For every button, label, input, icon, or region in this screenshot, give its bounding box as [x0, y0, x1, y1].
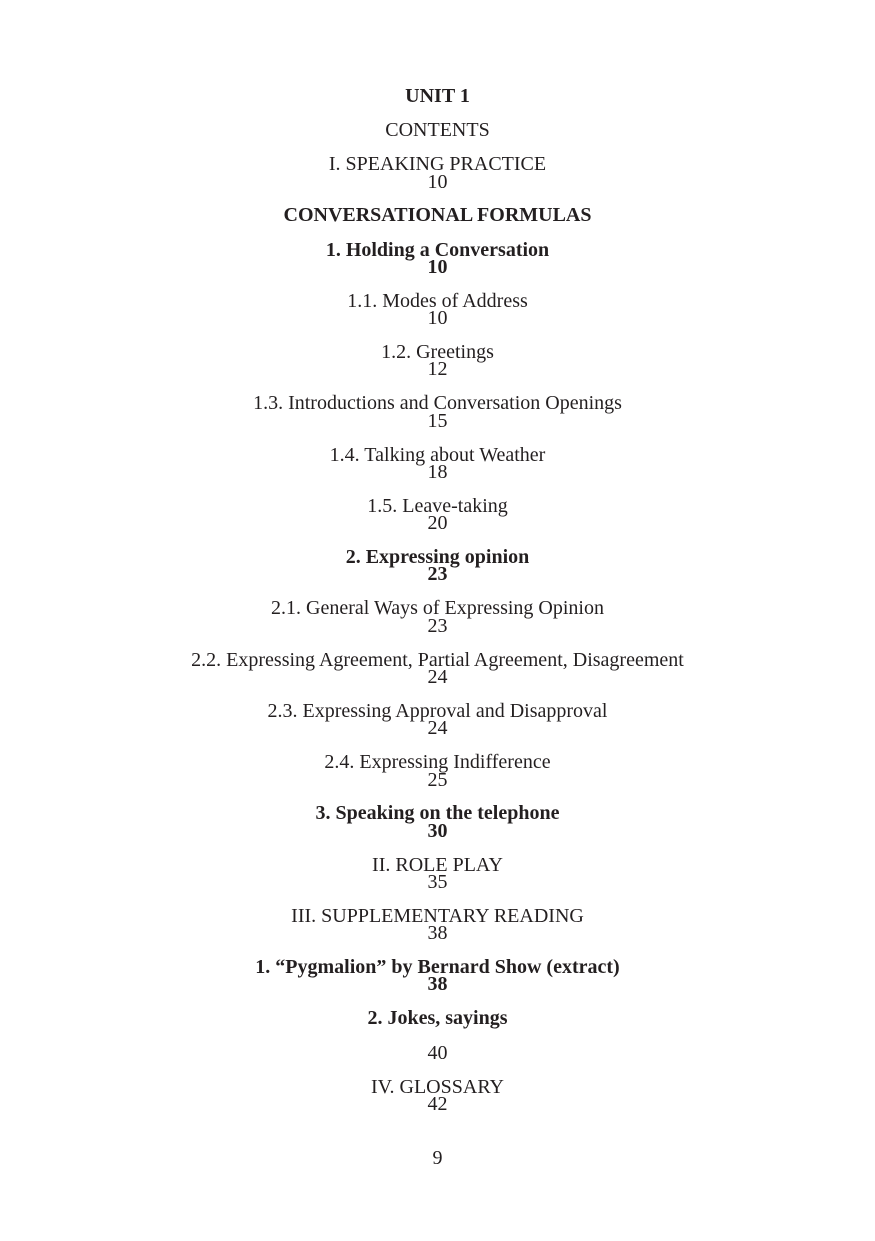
- toc-entry-page: 23: [427, 615, 448, 637]
- toc-entry-title[interactable]: 1.4. Talking about Weather: [329, 444, 546, 466]
- toc-entry-title[interactable]: III. SUPPLEMENTARY READING: [291, 905, 584, 927]
- toc-entry-page: 30: [427, 820, 448, 842]
- toc-entry-page: 12: [427, 358, 448, 380]
- toc-entry-page: 24: [427, 666, 448, 688]
- toc-section-heading: CONVERSATIONAL FORMULAS: [283, 204, 592, 226]
- toc-entry-page: 40: [427, 1042, 448, 1064]
- page-number: 9: [432, 1147, 443, 1169]
- toc-entry-title[interactable]: I. SPEAKING PRACTICE: [328, 153, 547, 175]
- unit-title: UNIT 1: [405, 85, 470, 107]
- toc-entry-page: 23: [427, 563, 448, 585]
- toc-entry-title[interactable]: 2.4. Expressing Indifference: [324, 751, 551, 773]
- toc-entry-page: 38: [427, 922, 448, 944]
- toc-entry-page: 24: [427, 717, 448, 739]
- toc-entry-title[interactable]: 2.2. Expressing Agreement, Partial Agreement, Disagreement: [191, 649, 684, 671]
- toc-entry-page: 42: [427, 1093, 448, 1115]
- toc-entry-title[interactable]: 1. “Pygmalion” by Bernard Show (extract): [255, 956, 620, 978]
- toc-entry-page: 38: [427, 973, 448, 995]
- toc-entry-title[interactable]: 2. Expressing opinion: [345, 546, 530, 568]
- toc-entry-title[interactable]: 2.1. General Ways of Expressing Opinion: [271, 597, 604, 619]
- toc-entry-title[interactable]: IV. GLOSSARY: [371, 1076, 504, 1098]
- toc-entry-title[interactable]: 1.5. Leave-taking: [367, 495, 508, 517]
- toc-entry-page: 15: [427, 410, 448, 432]
- toc-entry-title[interactable]: II. ROLE PLAY: [372, 854, 503, 876]
- toc-entry-page: 20: [427, 512, 448, 534]
- toc-entry-title[interactable]: 3. Speaking on the telephone: [315, 802, 560, 824]
- toc-entry-title[interactable]: 1.3. Introductions and Conversation Openings: [253, 392, 622, 414]
- toc-entry-title[interactable]: 1. Holding a Conversation: [325, 239, 550, 261]
- toc-entry-page: 10: [427, 171, 448, 193]
- toc-entry-title[interactable]: 2. Jokes, sayings: [367, 1007, 508, 1029]
- toc-entry-page: 10: [427, 256, 448, 278]
- toc-entry-page: 10: [427, 307, 448, 329]
- toc-entry-title[interactable]: 1.2. Greetings: [381, 341, 494, 363]
- contents-heading: CONTENTS: [385, 119, 490, 141]
- toc-entry-page: 25: [427, 769, 448, 791]
- toc-entry-page: 35: [427, 871, 448, 893]
- toc-entry-title[interactable]: 2.3. Expressing Approval and Disapproval: [267, 700, 608, 722]
- toc-entry-title[interactable]: 1.1. Modes of Address: [347, 290, 528, 312]
- toc-entry-page: 18: [427, 461, 448, 483]
